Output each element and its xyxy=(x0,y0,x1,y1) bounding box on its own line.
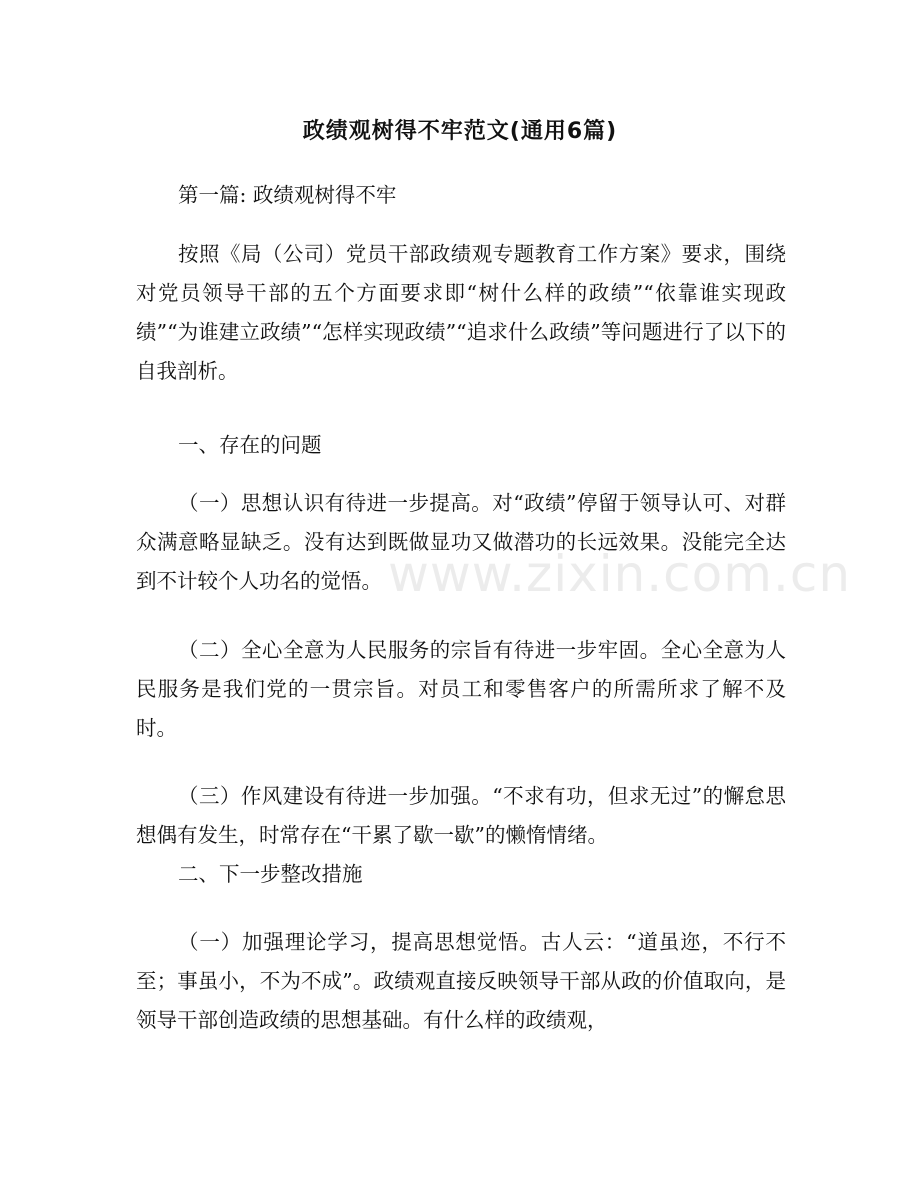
paragraph-problem-1: （一）思想认识有待进一步提高。对“政绩”停留于领导认可、对群众满意略显缺乏。没有达到既做显功又做潜功的长远效果。没能完全达到不计较个人功名的觉悟。 xyxy=(136,491,786,593)
heading-problems: 一、存在的问题 xyxy=(178,433,322,457)
paragraph-problem-2: （二）全心全意为人民服务的宗旨有待进一步牢固。全心全意为人民服务是我们党的一贯宗旨。对员工和零售客户的所需所求了解不及时。 xyxy=(136,638,786,740)
heading-measures: 二、下一步整改措施 xyxy=(178,862,363,886)
section-title: 第一篇: 政绩观树得不牢 xyxy=(178,183,397,207)
document-title: 政绩观树得不牢范文(通用6篇) xyxy=(302,119,618,144)
paragraph-measure-1: （一）加强理论学习，提高思想觉悟。古人云：“道虽迩，不行不至；事虽小，不为不成”。政绩观直接反映领导干部从政的价值取向，是领导干部创造政绩的思想基础。有什么样的政绩观， xyxy=(136,930,786,1032)
paragraph-problem-3: （三）作风建设有待进一步加强。“不求有功，但求无过”的懈怠思想偶有发生，时常存在“干累了歇一歇”的懒惰情绪。 xyxy=(136,784,786,847)
watermark: www.zixin.com.cn xyxy=(388,545,852,603)
paragraph-intro: 按照《局（公司）党员干部政绩观专题教育工作方案》要求，围绕对党员领导干部的五个方面要求即“树什么样的政绩”“依靠谁实现政绩”“为谁建立政绩”“怎样实现政绩”“追求什么政绩”等问题进行了以下的自我剖析。 xyxy=(136,242,786,383)
